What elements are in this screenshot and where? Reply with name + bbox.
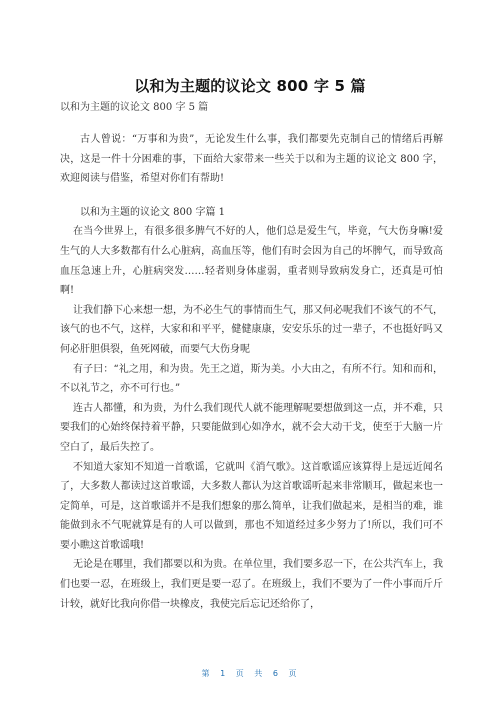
body-paragraph-6: 无论是在哪里，我们都要以和为贵。在单位里，我们要多忍一下，在公共汽车上，我们也要一忍，在班级上，我们更是要一忍了。在班级上，我们不要为了一件小事而斤斤计较，就好比我向你借一块橡皮，我使完后忘记还给你了， [60, 559, 443, 610]
body-paragraph-2: 让我们静下心来想一想，为不必生气的事情而生气，那又何必呢我们不该气的不气，该气的也不气，这样，大家和和平平，健健康康，安安乐乐的过一辈子，不也挺好吗又何必肝胆俱裂，鱼死网破，而要气大伤身呢 [60, 304, 443, 355]
body-paragraph-4: 连古人都懂，和为贵，为什么我们现代人就不能理解呢要想做到这一点，并不难，只要我们的心始终保持着平静，只要能做到心如净水，就不会大动干戈，使至于大脑一片空白了，最后失控了。 [60, 402, 443, 453]
document-subtitle: 以和为主题的议论文 800 字 5 篇 [60, 102, 209, 113]
intro-paragraph: 古人曾说：“万事和为贵”，无论发生什么事，我们都要先克制自己的情绪后再解决，这是一件十分困难的事，下面给大家带来一些关于以和为主题的议论文 800 字，欢迎阅读与借鉴，希望对你们有帮助! [60, 134, 443, 185]
footer-current-page: 1 [220, 669, 228, 678]
document-title: 以和为主题的议论文 800 字 5 篇 [134, 77, 366, 95]
page-footer [0, 668, 500, 680]
footer-gong: 共 [254, 669, 265, 678]
section-heading: 以和为主题的议论文 800 字篇 1 [80, 206, 225, 218]
footer-total-pages: 6 [272, 669, 280, 678]
footer-prefix: 第 [201, 669, 212, 678]
footer-suffix: 页 [288, 669, 299, 678]
body-paragraph-5: 不知道大家知不知道一首歌谣，它就叫《消气歌》。这首歌谣应该算得上是远近闻名了，大多数人都读过这首歌谣，大多数人都认为这首歌谣听起来非常顺耳，做起来也一定简单，可是，这首歌谣并不是我们想象的那么简单，让我们做起来，是相当的难，谁能做到永不气呢就算是有的人可以做到，那也不知道经过多少努力了!所以，我们可不要小瞧这首歌谣哦! [60, 461, 443, 551]
body-paragraph-1: 在当今世界上，有很多很多脾气不好的人，他们总是爱生气，毕竟，气大伤身嘛!爱生气的人大多数都有什么心脏病，高血压等，他们有时会因为自己的坏脾气，而导致高血压急速上升，心脏病突发……轻者则身体虚弱，重者则导致病发身亡，还真是可怕啊! [60, 226, 443, 297]
body-paragraph-3: 有子曰：“礼之用，和为贵。先王之道，斯为美。小大由之，有所不行。知和而和，不以礼节之，亦不可行也。” [60, 363, 443, 395]
footer-page-word: 页 [235, 669, 246, 678]
document-body [60, 124, 443, 614]
